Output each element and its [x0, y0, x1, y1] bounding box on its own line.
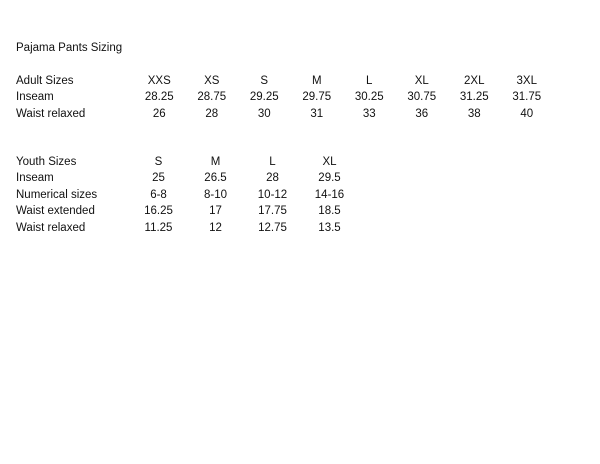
row-label: Numerical sizes [16, 188, 98, 201]
table-cell: 12.75 [258, 221, 287, 234]
adult-size-table [16, 73, 553, 122]
row-label: Waist extended [16, 205, 95, 218]
youth-header-row [16, 154, 358, 170]
size-column-header: XL [414, 75, 429, 87]
row-label: Waist relaxed [16, 107, 86, 120]
table-cell: 30.25 [354, 91, 384, 104]
table-row [16, 203, 358, 219]
size-column-header: XXS [147, 75, 171, 87]
page-title: Pajama Pants Sizing [16, 42, 123, 54]
table-row [16, 187, 358, 203]
size-column-header: S [260, 75, 269, 87]
youth-section-label: Youth Sizes [16, 156, 77, 168]
table-cell: 13.5 [318, 221, 341, 234]
size-column-header: L [269, 156, 276, 168]
adult-size-table-body [16, 73, 553, 122]
table-cell: 26 [152, 107, 166, 120]
table-cell: 14-16 [314, 188, 345, 201]
table-cell: 26.5 [204, 172, 227, 185]
row-label: Inseam [16, 91, 54, 104]
table-cell: 33 [362, 107, 376, 120]
table-row [16, 220, 358, 236]
table-cell: 30 [257, 107, 271, 120]
table-cell: 28.25 [144, 91, 174, 104]
table-cell: 28 [205, 107, 219, 120]
row-label: Waist relaxed [16, 221, 86, 234]
table-cell: 18.5 [318, 205, 341, 218]
table-cell: 12 [209, 221, 222, 234]
youth-size-table-body [16, 154, 358, 236]
row-label: Inseam [16, 172, 54, 185]
table-cell: 17 [209, 205, 222, 218]
table-cell: 38 [467, 107, 481, 120]
table-row [16, 170, 358, 186]
table-cell: 6-8 [150, 188, 167, 201]
youth-size-table [16, 154, 358, 236]
size-column-header: XL [322, 156, 337, 168]
table-cell: 10-12 [257, 188, 288, 201]
table-cell: 31 [310, 107, 324, 120]
size-column-header: 2XL [464, 75, 485, 87]
adult-header-row [16, 73, 553, 89]
table-cell: 29.5 [318, 172, 341, 185]
table-cell: 36 [415, 107, 429, 120]
table-cell: 31.25 [459, 91, 489, 104]
table-cell: 29.75 [302, 91, 332, 104]
table-cell: 25 [152, 172, 165, 185]
size-column-header: M [311, 75, 322, 87]
table-cell: 30.75 [407, 91, 437, 104]
table-cell: 11.25 [144, 221, 173, 234]
table-cell: 28.75 [197, 91, 227, 104]
table-row [16, 89, 553, 105]
table-cell: 31.75 [512, 91, 542, 104]
size-column-header: M [210, 156, 221, 168]
size-column-header: XS [204, 75, 220, 87]
size-column-header: 3XL [516, 75, 537, 87]
table-cell: 28 [266, 172, 279, 185]
table-cell: 17.75 [258, 205, 287, 218]
table-cell: 29.25 [249, 91, 279, 104]
table-cell: 8-10 [203, 188, 228, 201]
table-row [16, 106, 553, 122]
size-column-header: S [154, 156, 163, 168]
table-cell: 16.25 [144, 205, 173, 218]
size-column-header: L [366, 75, 373, 87]
adult-section-label: Adult Sizes [16, 75, 74, 87]
table-cell: 40 [520, 107, 534, 120]
